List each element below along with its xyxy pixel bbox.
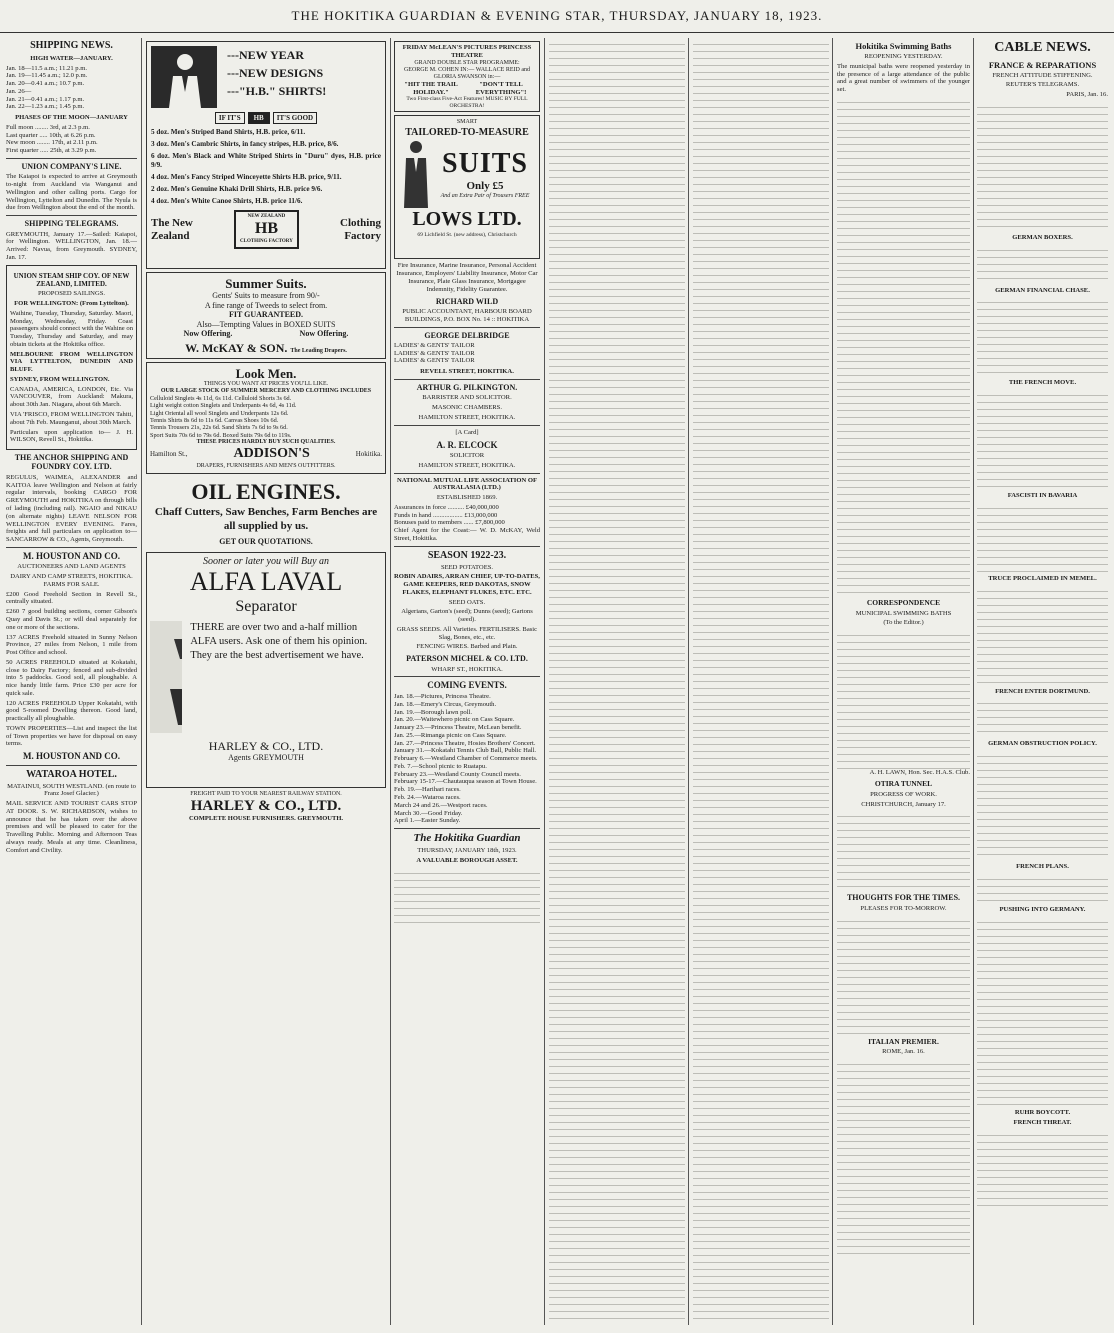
hb-line: ---"H.B." SHIRTS! [227,84,327,98]
event-item: April 1.—Easter Sunday. [394,817,461,825]
fascists: FASCISTI IN BAVARIA [1007,492,1078,500]
houston-head: M. HOUSTON AND CO. [22,550,121,561]
hb-banner [151,112,381,124]
french-move: THE FRENCH MOVE. [1008,379,1077,387]
hb-shirts-ad [146,41,386,269]
article-text-block [837,96,970,596]
seed-oats: SEED OATS. [448,598,486,606]
tailor-line: LADIES' & GENTS' TAILOR [394,341,475,349]
tunnel-sub: PROGRESS OF WORK. [870,790,937,798]
column-rule [973,38,974,1325]
hb-footer-text: Factory [344,229,381,242]
hb-logo-text: CLOTHING FACTORY [240,239,293,245]
banner-right: IT'S GOOD [273,112,317,124]
divider [394,828,540,829]
stars-line: GEORGE M. COHEN IN:— WALLACE REID and GLORIA SWANSON in:— [403,66,531,80]
phases-head: PHASES OF THE MOON—JANUARY [15,114,128,122]
article-text-block [977,244,1108,284]
valuable-asset: A VALUABLE BOROUGH ASSET. [416,856,518,864]
event-item: Jan. 27.—Princess Theatre, Hosies Brothers' Concert. [394,739,536,747]
lookmen-item: Light weight cotton Singlets and Underpants 4s 6d, 4s 11d. [150,402,297,410]
divider [394,327,540,328]
article-text-block [977,502,1108,572]
proposed-label: PROPOSED SAILINGS. [37,290,106,298]
mckay-tag: The Leading Drapers. [290,347,347,354]
seed-potatoes: SEED POTATOES. [440,563,494,571]
summer-head: Summer Suits. [225,276,307,291]
fencing-wires: FENCING WIRES. Barbed and Plain. [416,643,518,651]
divider [6,215,137,216]
event-item: Jan. 18.—Pictures, Princess Theatre. [394,693,491,701]
listing: 120 ACRES FREEHOLD Upper Kokatahi, with good 5-roomed Dwelling thereon. Good land, practically all ploughable. [6,699,137,723]
banner-left: IF IT'S [215,112,245,124]
lookmen-item: Light Oriental all wool Singlets and Underpants 12s 6d. [150,409,289,417]
mutual-agent: Chief Agent for the Coast:— W. D. McKAY, Weld Street, Hokitika. [394,527,540,543]
shirt-offer: 5 doz. Men's Striped Band Shirts, H.B. price, 6/11. [151,128,306,137]
article-text-block [977,697,1108,737]
harley-agents: Agents GREYMOUTH [228,753,304,763]
film-title: "DON'T TELL EVERYTHING"! [475,80,527,96]
article-text-block [977,101,1108,231]
alfa-text: THERE are over two and a-half million ALFA users. Ask one of them his opinion. They are the best advertisement we have. [190,622,368,662]
col-cable [977,38,1108,1325]
frisco-route: VIA 'FRISCO, FROM WELLINGTON Tahiti, about 7th Feb. Maunganui, about 30th March. [10,410,133,426]
film-title: "HIT THE TRAIL HOLIDAY." [404,80,458,96]
summer-suits-ad [146,272,386,359]
article-text-block [394,867,540,927]
event-item: February 15-17.—Chautauqua season at Town House. [394,778,537,786]
telegrams-head: SHIPPING TELEGRAMS. [24,219,119,229]
summer-line: Gents' Suits to measure from 90/- [212,291,320,301]
lawn-signature: A. H. LAWN, Hon. Sec. H.A.S. Club. [869,769,970,777]
look-men-ad [146,362,386,474]
summer-line: Also—Tempting Values in BOXED SUITS [196,319,336,329]
hb-line: ---NEW YEAR [227,48,304,62]
event-item: Feb. 24.—Wataroa races. [394,794,461,801]
pushing: PUSHING INTO GERMANY. [999,905,1086,913]
separator-label: Separator [235,598,297,616]
lows-name: LOWS LTD. [412,208,522,231]
col-shipping [6,38,137,1325]
lookmen-item: Celluloid Singlets 4s 11d, 6s 11d. Celluloid Shorts 3s 6d. [150,395,292,403]
mutual-figure: Assurances in force .......... £40,000,000 [394,503,499,511]
event-item: Feb. 19.—Harihari races. [394,786,461,794]
article-text-block [837,629,970,769]
mckay-name: W. McKAY & SON. [185,340,288,355]
col-article-5 [693,38,829,1325]
listing: 50 ACRES FREEHOLD situated at Kokatahi, close to Dairy Factory; fenced and sub-divided into 5 paddocks. Good soil, all ploughable. A nice handy little farm. Price £30 per acre for quick sale. [6,658,137,697]
elcock-addr: HAMILTON STREET, HOKITIKA. [418,461,516,469]
event-item: January 23.—Princess Theatre, McLean benefit. [394,724,522,732]
solicitor-label: SOLICITOR [449,452,485,460]
uss-box [6,265,137,450]
guardian-head: The Hokitika Guardian [413,832,521,845]
article-text-block [977,873,1108,903]
column-rule [141,38,142,1325]
delbridge-head: GEORGE DELBRIDGE [424,330,510,340]
event-item: March 24 and 26.—Westport races. [394,801,488,809]
card-label: [A Card] [455,428,479,436]
lookmen-sub2: OUR LARGE STOCK OF SUMMER MERCERY AND CLOTHING INCLUDES [160,388,372,395]
addisons-street: Hamilton St., [150,450,188,459]
lookmen-item: Tennis Trousers 21s, 22s 6d. Sand Shirts 7s 6d to 9s 6d. [150,424,288,432]
films-sub: Two First-class Five-Act Features! MUSIC BY FULL ORCHESTRA! [406,96,528,109]
high-water-head: HIGH WATER—JANUARY. [30,54,113,62]
article-text-block [977,296,1108,376]
french-threat: FRENCH THREAT. [1013,1119,1072,1127]
alfa-laval-ad [146,552,386,788]
divider [394,425,540,426]
melbourne-route: MELBOURNE FROM WELLINGTON VIA LYTTELTON, DUNEDIN AND BLUFF. [10,350,133,374]
shirt-offer: 3 doz. Men's Cambric Shirts, in fancy stripes, H.B. price, 8/6. [151,139,339,148]
oil-engines-ad [146,477,386,549]
article-text-block [693,38,829,1325]
hb-footer-text: Clothing [340,216,381,229]
german-chase: GERMAN FINANCIAL CHASE. [995,286,1090,294]
union-head: UNION COMPANY'S LINE. [21,161,122,171]
phases-list [6,124,137,155]
lows-suits-ad [394,115,540,259]
french-attitude: FRENCH ATTITUDE STIFFENING. [992,71,1093,79]
houston-footer: M. HOUSTON AND CO. [22,751,121,762]
lookmen-note: THESE PRICES HARDLY BUY SUCH QUALITIES. [196,439,336,446]
banner-center: HB [248,112,270,124]
summer-line: Now Offering. [299,329,349,339]
harley-footer: HARLEY & CO., LTD. [190,797,342,814]
lookmen-item: Tennis Shirts 8s 6d to 11s 6d. Canvas Shoes 10s 6d. [150,417,279,425]
tide-item: Jan. 22—1.23 a.m.; 1.45 p.m. [6,103,85,111]
article-text-block [837,915,970,1035]
mutual-figure: Funds in hand .................. £13,000,000 [394,511,498,519]
anchor-text: REGULUS, WAIMEA, ALEXANDER and KAITOA leave Wellington and Nelson at fairly regular intervals, booking CARGO FOR GREYMOUTH and HOKITIKA on through bills of lading (including rail). NGAIO and NIKAU (on alternate nights) LEAVE NELSON FOR WELLINGTON EVERY EVENING. Fares, freights and full particulars on application to— SANCARROW & CO., Agents, Greymouth. [6,473,137,544]
telegrams-text: GREYMOUTH, January 17.—Sailed: Kaiapoi, for Wellington. WELLINGTON, Jan. 18.—Arrived: Navua, from Greymouth. SYDNEY, Jan. 17. [6,230,137,261]
hb-line: ---NEW DESIGNS [227,66,324,80]
established: ESTABLISHED 1869. [436,494,498,502]
coming-head: COMING EVENTS. [427,680,507,691]
listing: £200 Good Freehold Section in Revell St., centrally situated. [6,590,137,606]
lookmen-sub: THINGS YOU WANT AT PRICES YOU'LL LIKE. [203,381,329,387]
correspondence-head: CORRESPONDENCE [866,597,941,607]
article-text-block [549,38,685,1325]
divider [6,765,137,766]
freight-note: FREIGHT PAID TO YOUR NEAREST RAILWAY STATION. [190,790,342,797]
dairy-text: DAIRY AND CAMP STREETS, HOKITIKA. FARMS FOR SALE. [10,573,133,588]
tide-item: Jan. 18—11.5 a.m.; 11.21 p.m. [6,64,88,72]
lookmen-item: Sport Suits 70s 6d to 79s 6d. Boxed Suits 79s 6d to 119s. [150,431,292,439]
truce: TRUCE PROCLAIMED IN MEMEL. [988,574,1097,582]
wharf-street: WHARF ST., HOKITIKA. [431,665,503,673]
lows-addr: 69 Lichfield St. (new address), Christchurch [417,231,517,238]
editor-note: (To the Editor.) [883,619,924,627]
article-text-block [977,1129,1108,1209]
event-item: Jan. 19.—Borough lawn poll. [394,708,473,716]
phase-item: Last quarter ..... 10th, at 6.26 p.m. [6,131,96,139]
italian-date: ROME, Jan. 16. [882,1048,925,1056]
mutual-head: NATIONAL MUTUAL LIFE ASSOCIATION OF AUSTRALASIA (LTD.) [396,476,538,492]
potato-varieties: ROBIN ADAIRS, ARRAN CHIEF, UP-TO-DATES, GAME KEEPERS, RED DAKOTAS, SNOW FLAKES, ELEPHANT FLUKES, ETC. ETC. [394,573,540,596]
reuters: REUTER'S TELEGRAMS. [1005,81,1080,89]
guardian-date: THURSDAY, JANUARY 18th, 1923. [417,847,517,855]
lookmen-head: Look Men. [235,365,297,381]
tide-item: Jan. 26— [6,87,32,95]
summer-line: FIT GUARANTEED. [228,310,304,320]
houston-sub: AUCTIONEERS AND LAND AGENTS [17,563,126,571]
phase-item: New moon ........ 17th, at 2.11 p.m. [6,139,98,147]
grand-programme: GRAND DOUBLE STAR PROGRAMME: [414,59,520,66]
masthead [0,0,1114,33]
hb-logo-mark: HB [254,220,278,238]
mutual-figure: Bonuses paid to members ...... £7,800,000 [394,519,505,527]
smart-label: SMART [456,119,478,126]
hamilton-street: HAMILTON STREET, HOKITIKA. [418,413,516,421]
masonic: MASONIC CHAMBERS. [432,404,502,412]
oil-head: OIL ENGINES. [191,478,341,504]
article-text-block [837,810,970,890]
article-text-block [977,750,1108,860]
separator-machine-icon [150,621,182,733]
tailored-label: TAILORED-TO-MEASURE [405,126,529,138]
event-item: Jan. 25.—Rimanga picnic on Cass Square. [394,731,507,739]
phase-item: Full moon ........ 3rd, at 2.3 p.m. [6,123,90,131]
revell-street: REVELL STREET, HOKITIKA. [420,368,514,376]
tailor-line: LADIES' & GENTS' TAILOR [394,357,475,365]
col-local [394,38,540,1325]
barrister: BARRISTER AND SOLICITOR. [422,394,512,402]
tide-item: Jan. 21—0.41 a.m.; 1.17 p.m. [6,95,85,103]
hb-footer [151,210,381,249]
paris-dateline: PARIS, Jan. 16. [1066,91,1108,99]
column-rule [390,38,391,1325]
shirt-offer: 2 doz. Men's Genuine Khaki Drill Shirts, H.B. price 9/6. [151,184,323,193]
french-plans: FRENCH PLANS. [1016,863,1069,871]
hb-logo [234,210,299,249]
thoughts-head: THOUGHTS FOR THE TIMES. [846,893,961,903]
alfa-name: ALFA LAVAL [189,567,343,597]
thoughts-sub: PLEASES FOR TO-MORROW. [860,904,947,912]
uss-head: UNION STEAM SHIP COY. OF NEW ZEALAND, LIMITED. [13,271,130,288]
municipal-baths: MUNICIPAL SWIMMING BATHS [855,609,952,617]
suited-man-icon [398,138,434,208]
harley-name: HARLEY & CO., LTD. [208,739,324,754]
col-article-4 [549,38,685,1325]
hb-logo-text: NEW ZEALAND [247,214,286,220]
elcock-head: A. R. ELCOCK [436,439,498,450]
tunnel-date: CHRISTCHURCH, January 17. [861,800,946,808]
suits-extra: And an Extra Pair of Trousers FREE [440,192,530,199]
shirt-offer: 4 doz. Men's White Canoe Shirts, H.B. price 11/6. [151,196,303,205]
article-text-block [977,389,1108,489]
wild-sub: PUBLIC ACCOUNTANT, HARBOUR BOARD BUILDINGS, P.O. BOX No. 14 :: HOKITIKA [402,307,532,323]
column-rule [544,38,545,1325]
suits-label: SUITS [442,147,528,179]
col-baths [837,38,970,1325]
gentleman-illustration-icon [151,46,217,108]
paterson-head: PATERSON MICHEL & CO. LTD. [406,654,528,664]
pictures-head: FRIDAY McLEAN'S PICTURES PRINCESS THEATRE [402,44,532,59]
event-item: February 23.—Westland County Council meets. [394,770,521,778]
tide-item: Jan. 19—11.45 a.m.; 12.0 p.m. [6,72,88,80]
italian-head: ITALIAN PREMIER. [868,1036,939,1046]
events-list [394,693,540,825]
sooner-text: Sooner or later you will Buy an [202,555,330,567]
for-wellington: FOR WELLINGTON: (From Lyttelton). [14,300,129,308]
apply-text: Particulars upon application to— J. H. WILSON, Revell St., Hokitika. [10,428,133,444]
addisons-name: ADDISON'S [233,446,310,462]
masthead-title: THE HOKITIKA GUARDIAN & EVENING STAR, THURSDAY, JANUARY 18, 1923. [291,8,823,23]
obstruction: GERMAN OBSTRUCTION POLICY. [988,740,1097,748]
reopening: REOPENING YESTERDAY. [864,53,943,61]
article-text-block [977,585,1108,685]
season-head: SEASON 1922-23. [427,549,507,561]
grass-seeds: GRASS SEEDS. All Varieties. FERTILISERS. Basic Slag, Bones, etc., etc. [396,625,538,641]
column-rule [688,38,689,1325]
divider [394,676,540,677]
tunnel-head: OTIRA TUNNEL [874,778,933,788]
canada-route: CANADA, AMERICA, LONDON, Etc. Via VANCOUVER, from Auckland: Makura, about 30th Jan. Niagara, about 6th March. [10,385,133,409]
baths-text: The municipal baths were reopened yesterday in the presence of a large attendance of the public and a great number of swimmers of the younger set. [837,62,970,94]
article-text-block [837,1058,970,1258]
event-item: January 31.—Kokatahi Tennis Club Ball, Public Hall. [394,747,537,755]
addisons-sub: DRAPERS, FURNISHERS AND MEN'S OUTFITTERS. [196,462,336,469]
oat-varieties: Algerians, Garton's (seed); Dunns (seed); Gartons (seed). [401,608,533,624]
divider [6,547,137,548]
listing: £260 7 good building sections, corner Gibson's Quay and Davis St.; or will deal separately for one or more of the sections. [6,608,137,631]
shirt-offer: 6 doz. Men's Black and White Striped Shirts in "Duru" dyes, H.B. price 9/9. [151,151,381,170]
hb-footer-text: Zealand [151,229,190,242]
suits-price: Only £5 [466,179,504,192]
pilkington-head: ARTHUR G. PILKINGTON. [416,383,518,393]
tailor-line: LADIES' & GENTS' TAILOR [394,349,475,357]
event-item: February 6.—Westland Chamber of Commerce meets. [394,755,538,763]
tides-list [6,65,137,112]
complete-furnishers: COMPLETE HOUSE FURNISHERS. GREYMOUTH. [188,815,344,823]
wataroa-text: MAIL SERVICE AND TOURIST CARS STOP AT DOOR. S. W. RICHARDSON, wishes to announce that he has taken over the above premises and will be pleased to cater for the Travelling Public. Morning and Afternoon Teas always ready. Meals at any time. Cleanliness, Comfort and Civility. [6,800,137,854]
pictures-ad [394,41,540,112]
cable-head: CABLE NEWS. [994,40,1091,55]
article-text-block [977,916,1108,1106]
summer-line: Now Offering. [183,329,233,339]
phase-item: First quarter ..... 25th, at 3.29 p.m. [6,147,97,155]
shirt-offer: 4 doz. Men's Fancy Striped Winceyette Shirts H.B. price, 9/11. [151,173,342,182]
wild-name: RICHARD WILD [435,296,499,306]
summer-line: A fine range of Tweeds to select from. [204,300,328,310]
france-head: FRANCE & REPARATIONS [988,59,1097,70]
event-item: March 30.—Good Friday. [394,809,463,817]
wataroa-sub: MATAINUI, SOUTH WESTLAND. (en route to Franz Josef Glacier.) [7,782,136,798]
oil-sub: GET OUR QUOTATIONS. [219,537,313,547]
baths-head: Hokitika Swimming Baths [855,41,952,51]
wataroa-head: WATAROA HOTEL. [26,768,117,780]
divider [394,473,540,474]
column-rule [832,38,833,1325]
ruhr-boycott: RUHR BOYCOTT. [1014,1108,1071,1116]
german-boxers: GERMAN BOXERS. [1012,233,1073,241]
event-item: Jan. 20.—Waitewhero picnic on Cass Square. [394,716,515,724]
oil-text: Chaff Cutters, Saw Benches, Farm Benches are all supplied by us. [154,505,378,532]
anchor-head: THE ANCHOR SHIPPING AND FOUNDRY COY. LTD. [14,453,129,472]
col-ads [146,38,386,1325]
divider [394,379,540,380]
shipping-head: SHIPPING NEWS. [30,40,113,51]
divider [6,158,137,159]
hb-footer-text: The New [151,216,193,229]
tide-item: Jan. 20—0.41 a.m.; 10.7 p.m. [6,80,85,88]
french-enter: FRENCH ENTER DORTMUND. [995,687,1090,695]
divider [394,546,540,547]
addisons-town: Hokitika. [355,450,382,459]
sailings-text: Waihine, Tuesday, Thursday, Saturday. Maori, Monday, Wednesday, Friday. Coast passengers should connect with the Wahine on Tuesday, Thursday and Saturday, and may obtain tickets at the Hokitika office. [10,309,133,348]
listing: 137 ACRES Freehold situated in Sunny Nelson Province, 27 miles from Nelson, 1 mile from Post Office and school. [6,633,137,657]
event-item: Jan. 18.—Emery's Circus, Greymouth. [394,700,497,708]
union-text: The Kaiapoi is expected to arrive at Greymouth to-night from Auckland via Wanganui and Wellington and other calling ports. Cargo for Wellington, Lyttelton and Dunedin. The Nyula is due from Wellington about the end of the month. [6,173,137,212]
fire-insurance: Fire Insurance, Marine Insurance, Personal Accident Insurance, Employers' Liability Insurance, Motor Car Insurance, Plate Glass Insurance, Mortgagee Indemnity, Fidelity Guarantee. [396,262,538,293]
event-item: Feb. 7.—School picnic to Ruatapu. [394,762,487,770]
listing: TOWN PROPERTIES—List and inspect the list of Town properties we have for disposal on easy terms. [6,724,137,748]
sydney-route: SYDNEY, FROM WELLINGTON. [10,375,110,383]
